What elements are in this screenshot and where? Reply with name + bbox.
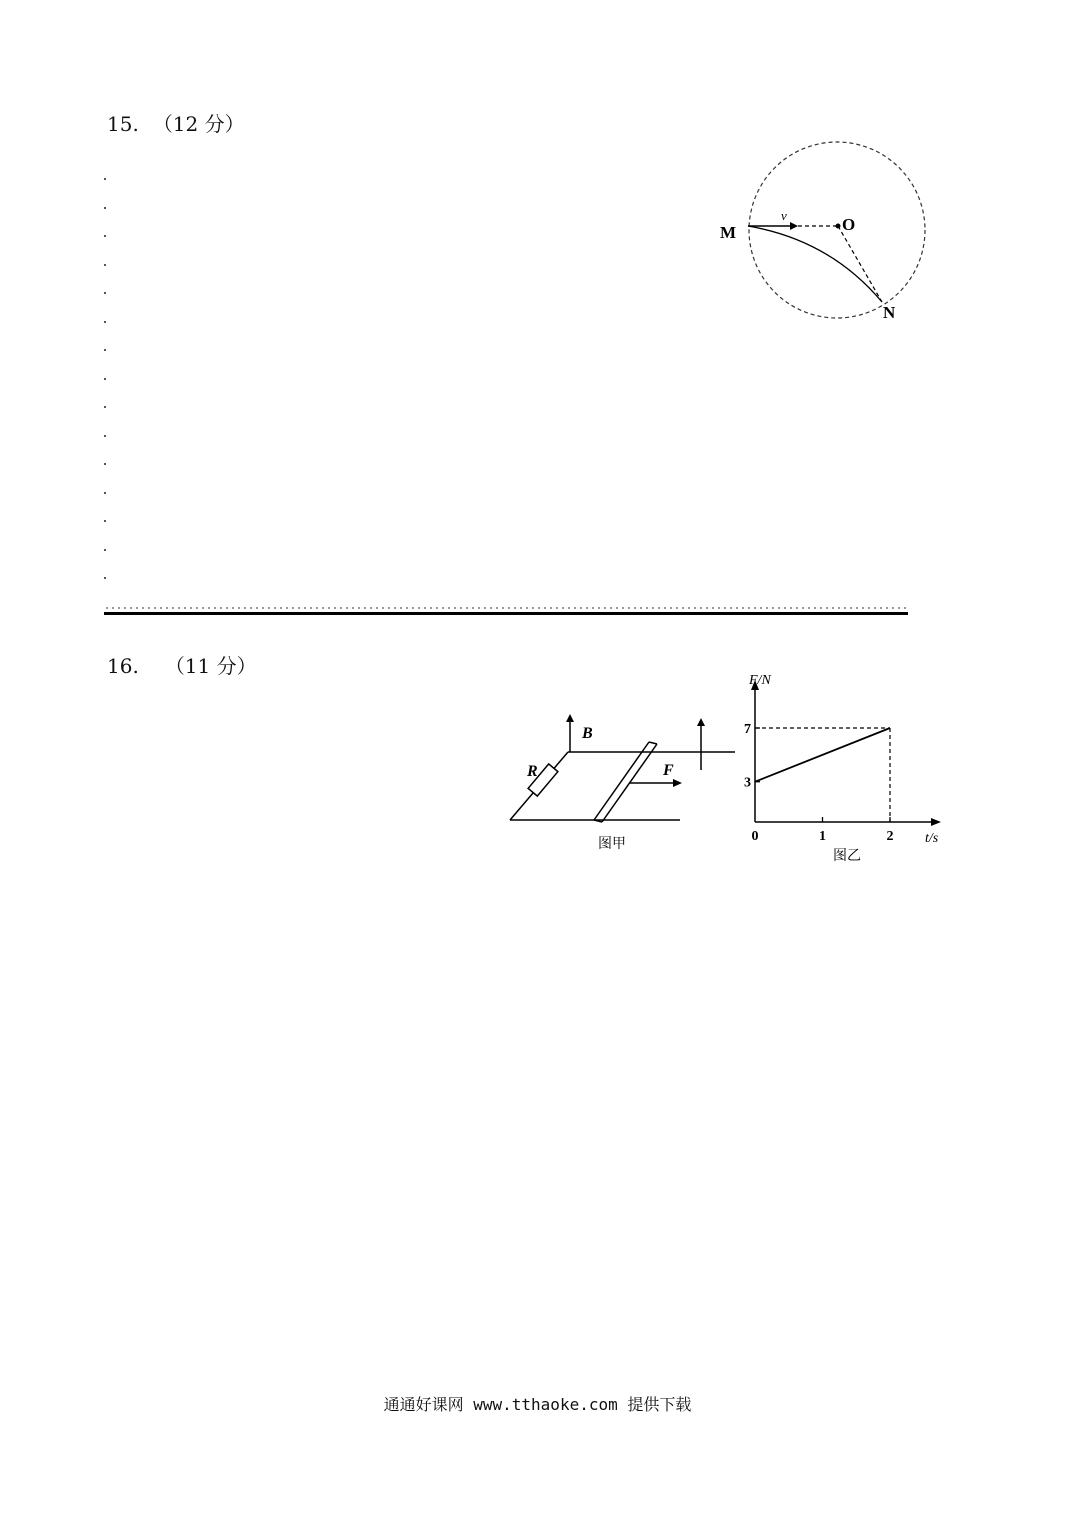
- guide-dot: [104, 292, 106, 294]
- label-n: N: [883, 303, 896, 322]
- separator-dots: [104, 607, 908, 609]
- question-16-header: [107, 650, 257, 679]
- caption-fig-b: 图乙: [833, 849, 861, 864]
- x-tick-label-0: 0: [751, 829, 759, 844]
- x-axis-arrowhead: [931, 818, 941, 826]
- y-tick-label-7: 7: [744, 722, 751, 737]
- label-f: F: [663, 762, 674, 779]
- guide-dot: [104, 378, 106, 380]
- guide-dot: [104, 549, 106, 551]
- y-tick-label-3: 3: [744, 775, 751, 791]
- guide-dot: [104, 577, 106, 579]
- question-15-score: （12 分）: [152, 112, 245, 136]
- guide-dot: [104, 406, 106, 408]
- guide-dot: [104, 520, 106, 522]
- x-tick-label-1: 1: [819, 829, 826, 844]
- guide-dot: [104, 321, 106, 323]
- b-field-arrowhead-left: [566, 714, 574, 722]
- conducting-rod: [594, 742, 657, 822]
- series-line-f-vs-t: [755, 728, 890, 782]
- label-o: O: [842, 215, 856, 234]
- velocity-arrow-head: [790, 222, 798, 230]
- separator-line: [104, 612, 908, 615]
- dashed-circle: [749, 142, 925, 318]
- q16-figure-b-chart: [735, 670, 950, 870]
- q16-figure-a: [500, 700, 745, 860]
- question-15-header: [107, 108, 245, 137]
- trajectory-arc: [748, 226, 882, 302]
- b-field-arrowhead-right: [697, 718, 705, 726]
- guide-dot: [104, 492, 106, 494]
- x-axis-label: t/s: [925, 831, 939, 846]
- x-tick-label-2: 2: [886, 829, 894, 844]
- guide-dot: [104, 463, 106, 465]
- question-16-number: 16.: [107, 654, 139, 678]
- dashed-o-n: [838, 226, 882, 302]
- label-v: v: [781, 208, 787, 223]
- footer-source-line: 通通好课网 www.tthaoke.com 提供下载: [383, 1395, 692, 1414]
- force-arrowhead: [673, 779, 682, 787]
- guide-dot: [104, 435, 106, 437]
- label-b: B: [582, 725, 593, 742]
- caption-fig-a: 图甲: [598, 837, 626, 852]
- guide-dot: [104, 235, 106, 237]
- answer-area-dot-guide: [104, 178, 108, 598]
- y-axis-label: F/N: [749, 673, 771, 688]
- question-15-number: 15.: [107, 112, 139, 136]
- guide-dot: [104, 264, 106, 266]
- label-m: M: [720, 223, 737, 242]
- guide-dot: [104, 178, 106, 180]
- guide-dot: [104, 349, 106, 351]
- question-16-score: （11 分）: [164, 654, 257, 678]
- guide-dot: [104, 207, 106, 209]
- label-r: R: [527, 763, 538, 780]
- q15-circle-figure: [710, 130, 940, 330]
